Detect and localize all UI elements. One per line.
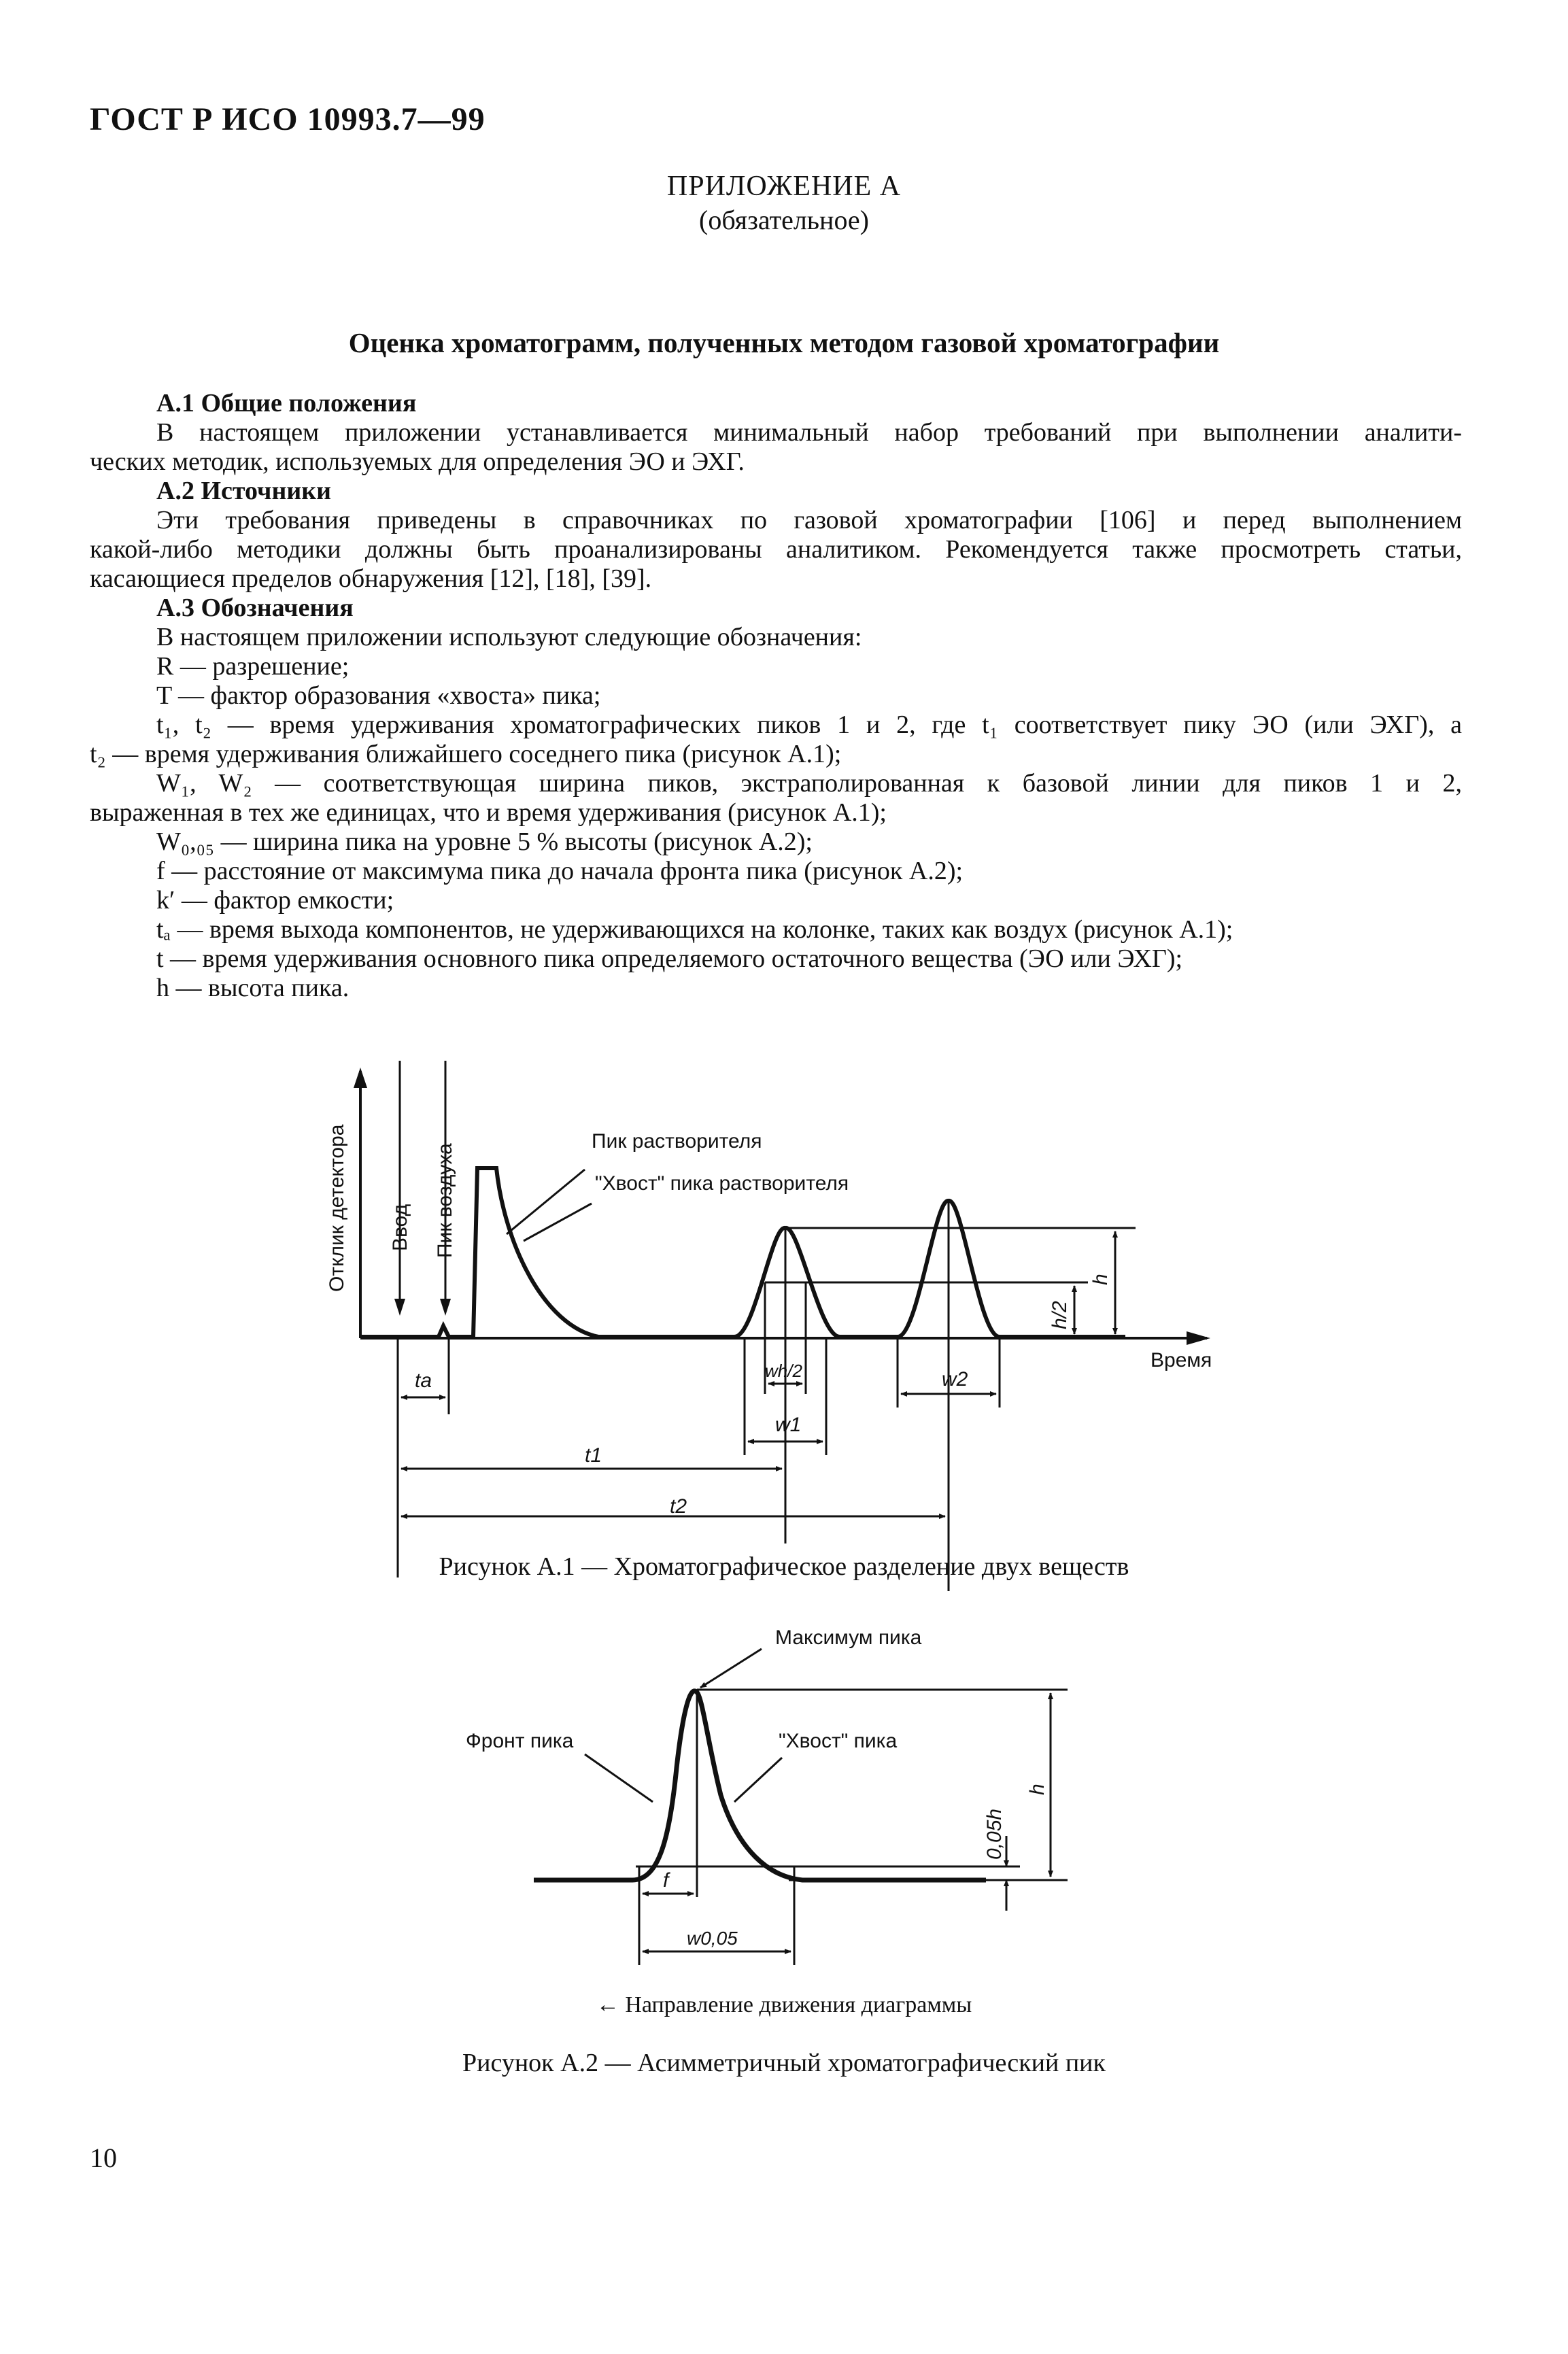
section-a3-intro: В настоящем приложении используют следующие обозначения: <box>156 623 862 651</box>
page-title: Оценка хроматограмм, полученных методом газовой хроматографии <box>348 327 1220 358</box>
section-a1-text: ческих методик, используемых для определения ЭО и ЭХГ. <box>90 447 745 476</box>
figure-a1-caption: Рисунок А.1 — Хроматографическое разделение двух веществ <box>439 1552 1129 1581</box>
section-a2-text: Эти требования приведены в справочниках по газовой хроматографии [106] и перед выполнением <box>156 506 1462 534</box>
appendix-title: ПРИЛОЖЕНИЕ А <box>666 171 902 202</box>
h005-label: 0,05h <box>983 1808 1006 1860</box>
h-label: h <box>1089 1274 1112 1285</box>
tail-label: "Хвост" пика <box>779 1730 898 1752</box>
definition-w1-w2: выраженная в тех же единицах, что и время удерживания (рисунок А.1); <box>90 798 887 827</box>
t1-label: t1 <box>585 1444 602 1467</box>
asymmetric-peak-curve <box>534 1691 986 1880</box>
w005-label: w0,05 <box>687 1928 738 1949</box>
section-a2-heading: А.2 Источники <box>156 477 332 505</box>
document-header: ГОСТ Р ИСО 10993.7—99 <box>90 101 485 137</box>
definition-t1-t2: t₁, t₂ — время удерживания хроматографических пиков 1 и 2, где t₁ соответствует пику ЭО (или ЭХГ), а <box>156 711 1462 739</box>
section-a1-heading: А.1 Общие положения <box>156 389 417 417</box>
definition-h: h — высота пика. <box>156 974 350 1002</box>
solvent-tail-label: "Хвост" пика растворителя <box>595 1172 849 1195</box>
t2-label: t2 <box>670 1495 687 1518</box>
appendix-note: (обязательное) <box>699 205 869 235</box>
solvent-peak-label: Пик растворителя <box>592 1130 762 1153</box>
f-label: f <box>663 1869 669 1892</box>
definition-t: t — время удерживания основного пика определяемого остаточного вещества (ЭО или ЭХГ); <box>156 944 1183 973</box>
peak-max-label: Максимум пика <box>775 1626 922 1649</box>
definition-w1-w2: W₁, W₂ — соответствующая ширина пиков, экстраполированная к базовой линии для пиков 1 и 2, <box>156 769 1462 798</box>
w2-label: w2 <box>942 1368 968 1391</box>
definition-ta: tₐ — время выхода компонентов, не удерживающихся на колонке, таких как воздух (рисунок А.1); <box>156 915 1233 944</box>
air-peak-label: Пик воздуха <box>434 1143 456 1258</box>
section-a3-heading: А.3 Обозначения <box>156 594 354 622</box>
definition-k: k′ — фактор емкости; <box>156 886 394 915</box>
w1-label: w1 <box>775 1414 802 1436</box>
definition-t: T — фактор образования «хвоста» пика; <box>156 681 601 710</box>
figure-a2-caption: Рисунок А.2 — Асимметричный хроматографический пик <box>462 2049 1106 2077</box>
figure-a2-direction: ← Направление движения диаграммы <box>596 1992 972 2017</box>
page-number: 10 <box>90 2143 117 2173</box>
section-a2-text: касающиеся пределов обнаружения [12], [18], [39]. <box>90 564 652 593</box>
definition-w005: W₀,₀₅ — ширина пика на уровне 5 % высоты (рисунок А.2); <box>156 828 813 856</box>
definition-t1-t2: t₂ — время удерживания ближайшего соседнего пика (рисунок А.1); <box>90 740 842 768</box>
section-a2-text: какой-либо методики должны быть проанализированы аналитиком. Рекомендуется также просмотреть статьи, <box>90 535 1462 564</box>
definition-r: R — разрешение; <box>156 652 350 681</box>
section-a1-text: В настоящем приложении устанавливается минимальный набор требований при выполнении аналити- <box>156 418 1462 447</box>
wh2-label: wh/2 <box>765 1361 802 1381</box>
figure-a2 <box>534 1649 1068 1965</box>
injection-label: Ввод <box>389 1204 411 1251</box>
h2-label: h/2 <box>1049 1301 1071 1329</box>
y-axis-label: Отклик детектора <box>326 1124 348 1292</box>
x-axis-label: Время <box>1151 1349 1212 1371</box>
front-label: Фронт пика <box>466 1730 574 1752</box>
ta-label: ta <box>415 1369 432 1392</box>
h-label: h <box>1026 1784 1049 1795</box>
definition-f: f — расстояние от максимума пика до начала фронта пика (рисунок А.2); <box>156 857 964 885</box>
